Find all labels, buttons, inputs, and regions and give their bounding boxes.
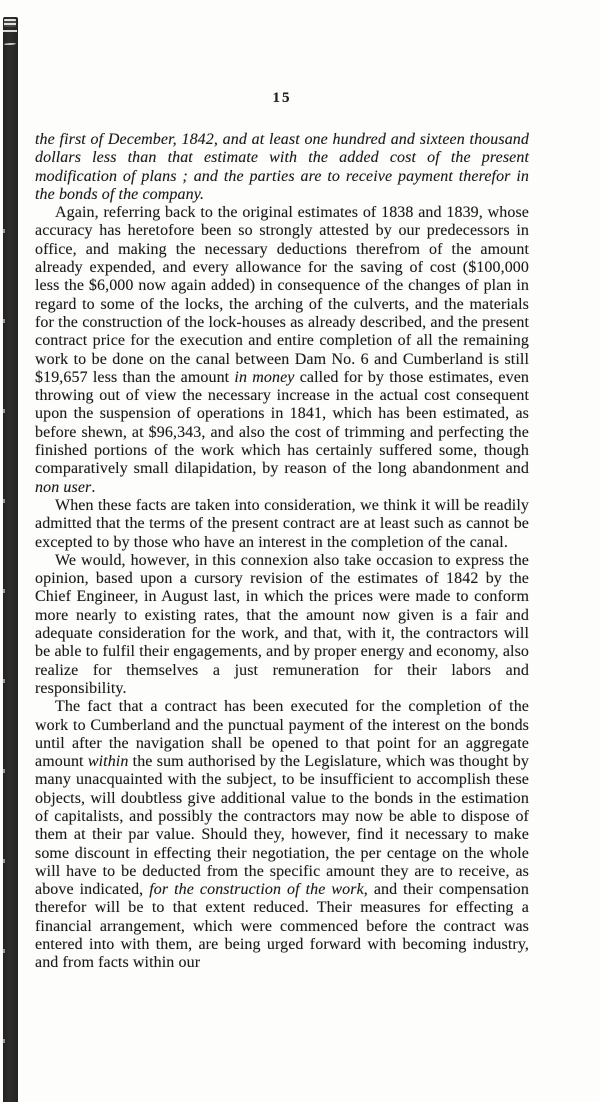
paragraph — [35, 698, 529, 972]
text-segment: . — [91, 478, 96, 496]
document-page — [35, 90, 529, 973]
paragraph — [35, 552, 529, 698]
text-segment: called for by those estimates, even throwing out of view the necessary increase in the actual cost consequent upon the suspension of operations in 1841, which has been estimated, as before shewn, at $96,343, and also the cost of trimming and perfecting the finished portions of the work which has certainly suffered some, though comparatively small dilapidation, by reason of the long abandonment and — [35, 368, 529, 478]
text-segment: When these facts are taken into consideration, we think it will be readily admitted that the terms of the present contract are at least such as cannot be excepted to by those who have an interest in the completion of the canal. — [35, 496, 529, 551]
text-segment: The fact that a contract has been executed for the completion of the work to Cumberland and the punctual payment of the interest on the bonds until after the navigation shall be opened to that point for an aggregate amount — [35, 698, 529, 771]
spine-band-mark — [3, 30, 17, 32]
paragraph — [35, 204, 529, 497]
italic-text-segment: for the construction of the work — [149, 881, 364, 899]
text-segment: Again, referring back to the original estimates of 1838 and 1839, whose accuracy has heretofore been so strongly attested by our predecessors in office, and making the necessary deductions therefrom of the amount already expended, and every allowance for the saving of cost ($100,000 less the $6,000 now again added) in consequence of the changes of plan in regard to some of the locks, the arching of the culverts, and the materials for the construction of the lock-houses as already described, and the present contract price for the execution and entire completion of all the remaining work to be done on the canal between Dam No. 6 and Cumberland is still $19,657 less than the amount — [35, 204, 529, 386]
spine-top-highlight — [4, 19, 16, 27]
paragraph — [35, 497, 529, 552]
spine-curve-mark — [4, 43, 16, 46]
page-number: 15 — [272, 90, 292, 106]
paragraph — [35, 131, 529, 204]
text-segment: , and their compensation therefor will be to that extent reduced. Their measures for effecting a financial arrangement, which were commenced before the contract was entered into with them, are being urged forward with becoming industry, and from facts within our — [35, 881, 529, 972]
italic-text-segment: within — [87, 753, 129, 771]
italic-text-segment: non user — [35, 478, 92, 496]
italic-text-segment: in money — [234, 368, 295, 386]
text-segment: We would, however, in this connexion also take occasion to express the opinion, based upon a cursory revision of the estimates of 1842 by the Chief Engineer, in August last, in which the prices were made to conform more nearly to existing rates, that the amount now given is a fair and adequate consideration for the work, and that, with it, the contractors will be able to fulfil their engagements, and by proper energy and economy, also realize for themselves a just remuneration for their labors and responsibility. — [35, 551, 529, 697]
page-body — [35, 131, 529, 973]
text-segment: the sum authorised by the Legislature, which was thought by many unacquainted with the subject, to be insufficient to accomplish these objects, will doubtless give additional value to the bonds in the estimation of capitalists, and possibly the contractors may now be able to dispose of them at their par value. Should they, however, find it necessary to make some discount in effecting their negotiation, the per centage on the whole will have to be deducted from the specific amount they are to receive, as above indicated, — [35, 753, 529, 899]
book-spine-shadow — [3, 17, 18, 1102]
italic-text-segment: the first of December, 1842, and at least one hundred and sixteen thousand dollars less than that estimate with the added cost of the present modification of plans ; and the parties are to receive payment therefor in the bonds of the company. — [35, 131, 529, 203]
